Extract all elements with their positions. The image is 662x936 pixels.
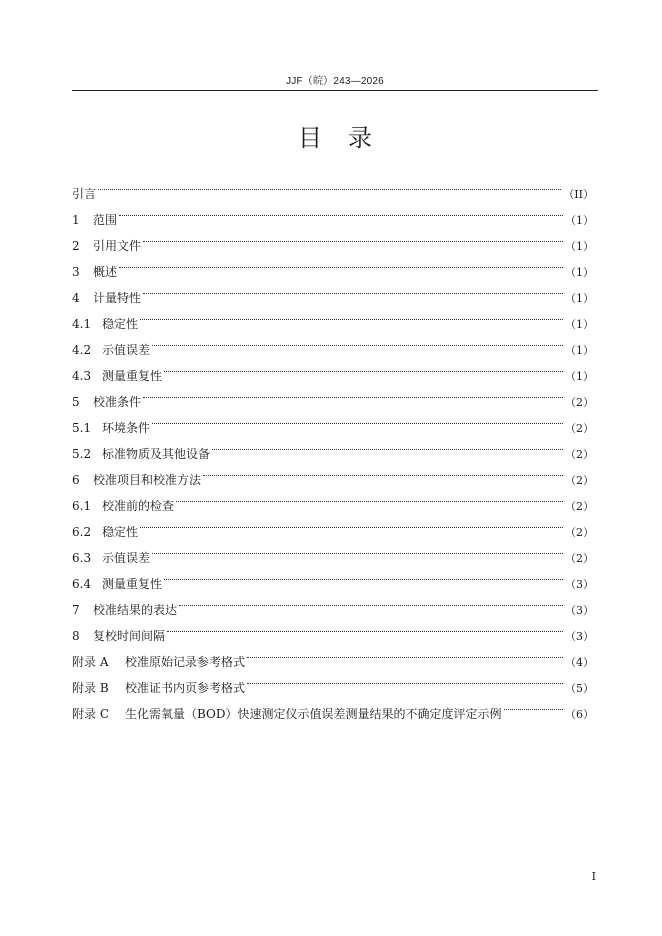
toc-entry-title: 复校时间间隔 (93, 629, 166, 643)
toc-entry-number: 4 (72, 291, 80, 305)
toc-entry-page: （2） (565, 474, 594, 487)
toc-entry[interactable] (72, 406, 594, 435)
toc-entry-title: 示值误差 (102, 343, 151, 357)
toc-entry-number: 3 (72, 265, 80, 279)
toc-entry[interactable] (72, 250, 594, 279)
table-of-contents (72, 172, 594, 721)
toc-entry-title: 计量特性 (93, 291, 142, 305)
toc-entry-number: 8 (72, 629, 80, 643)
toc-entry-page: （2） (565, 552, 594, 565)
toc-entry-number: 附录 A (72, 655, 109, 669)
toc-entry-page: （6） (565, 708, 594, 721)
toc-entry-title: 校准项目和校准方法 (93, 473, 202, 487)
toc-entry-title: 范围 (93, 213, 118, 227)
toc-entry-page: （5） (565, 682, 594, 695)
page-number: I (591, 870, 596, 883)
toc-leader-dots (164, 562, 563, 588)
toc-entry[interactable] (72, 276, 594, 305)
toc-entry[interactable] (72, 510, 594, 539)
toc-entry[interactable] (72, 198, 594, 227)
toc-entry-title: 生化需氧量（BOD）快速测定仪示值误差测量结果的不确定度评定示例 (125, 707, 502, 721)
toc-leader-dots (152, 406, 563, 432)
toc-entry-page: （1） (565, 292, 594, 305)
toc-leader-dots (179, 588, 563, 614)
toc-entry-title: 标准物质及其他设备 (102, 447, 211, 461)
toc-entry-page: （II） (563, 188, 594, 201)
toc-entry-title: 校准原始记录参考格式 (125, 655, 246, 669)
toc-leader-dots (143, 224, 563, 250)
toc-entry-title: 概述 (93, 265, 118, 279)
toc-entry-title: 测量重复性 (102, 369, 163, 383)
toc-entry-number: 4.3 (72, 369, 92, 383)
toc-entry[interactable] (72, 172, 594, 201)
toc-entry-page: （1） (565, 318, 594, 331)
toc-entry-title: 校准证书内页参考格式 (125, 681, 246, 695)
toc-entry-title: 引言 (72, 187, 97, 201)
toc-entry-number: 5.1 (72, 421, 92, 435)
toc-entry-number: 6.3 (72, 551, 92, 565)
toc-leader-dots (152, 328, 563, 354)
toc-entry[interactable] (72, 302, 594, 331)
toc-leader-dots (212, 432, 563, 458)
toc-leader-dots (152, 536, 563, 562)
toc-entry[interactable] (72, 432, 594, 461)
toc-entry-title: 环境条件 (102, 421, 151, 435)
toc-entry-number: 5.2 (72, 447, 92, 461)
running-header: JJF（皖）243—2026 (286, 76, 384, 87)
toc-entry-title: 稳定性 (102, 525, 139, 539)
toc-entry-number: 7 (72, 603, 80, 617)
toc-entry-number: 4.1 (72, 317, 92, 331)
toc-entry-number: 1 (72, 213, 80, 227)
toc-leader-dots (176, 484, 563, 510)
toc-leader-dots (247, 666, 563, 692)
toc-leader-dots (98, 172, 561, 198)
toc-entry-title: 引用文件 (93, 239, 142, 253)
toc-leader-dots (140, 302, 563, 328)
toc-entry[interactable] (72, 224, 594, 253)
toc-entry-page: （2） (565, 396, 594, 409)
toc-entry[interactable] (72, 380, 594, 409)
toc-entry-number: 6.4 (72, 577, 92, 591)
header-rule (72, 90, 598, 91)
toc-entry-page: （3） (565, 630, 594, 643)
toc-entry-number: 附录 C (72, 707, 109, 721)
toc-entry-number: 2 (72, 239, 80, 253)
toc-entry-page: （2） (565, 526, 594, 539)
toc-entry-page: （1） (565, 266, 594, 279)
toc-leader-dots (119, 250, 563, 276)
toc-entry-number: 6 (72, 473, 80, 487)
toc-entry-title: 校准结果的表达 (93, 603, 178, 617)
toc-entry[interactable] (72, 328, 594, 357)
toc-entry-number: 附录 B (72, 681, 109, 695)
toc-title: 目录 (298, 124, 398, 152)
toc-entry-title: 测量重复性 (102, 577, 163, 591)
toc-entry-page: （1） (565, 370, 594, 383)
toc-leader-dots (140, 510, 563, 536)
toc-entry-page: （2） (565, 422, 594, 435)
toc-entry-number: 4.2 (72, 343, 92, 357)
toc-leader-dots (247, 640, 563, 666)
toc-entry-page: （2） (565, 500, 594, 513)
toc-entry-page: （2） (565, 448, 594, 461)
toc-entry-page: （3） (565, 578, 594, 591)
toc-entry-number: 6.2 (72, 525, 92, 539)
toc-leader-dots (143, 380, 563, 406)
toc-leader-dots (504, 692, 563, 718)
toc-entry[interactable] (72, 354, 594, 383)
toc-entry-title: 示值误差 (102, 551, 151, 565)
toc-entry-title: 校准前的检查 (102, 499, 175, 513)
toc-entry-page: （3） (565, 604, 594, 617)
toc-entry[interactable] (72, 536, 594, 565)
toc-leader-dots (119, 198, 563, 224)
toc-entry-page: （1） (565, 214, 594, 227)
toc-entry-number: 6.1 (72, 499, 92, 513)
toc-entry-title: 稳定性 (102, 317, 139, 331)
toc-entry-page: （1） (565, 344, 594, 357)
toc-entry-title: 校准条件 (93, 395, 142, 409)
toc-leader-dots (164, 354, 563, 380)
toc-entry-number: 5 (72, 395, 80, 409)
toc-entry-page: （4） (565, 656, 594, 669)
toc-leader-dots (143, 276, 563, 302)
toc-entry-page: （1） (565, 240, 594, 253)
toc-leader-dots (203, 458, 563, 484)
toc-leader-dots (167, 614, 563, 640)
toc-entry[interactable] (72, 562, 594, 591)
